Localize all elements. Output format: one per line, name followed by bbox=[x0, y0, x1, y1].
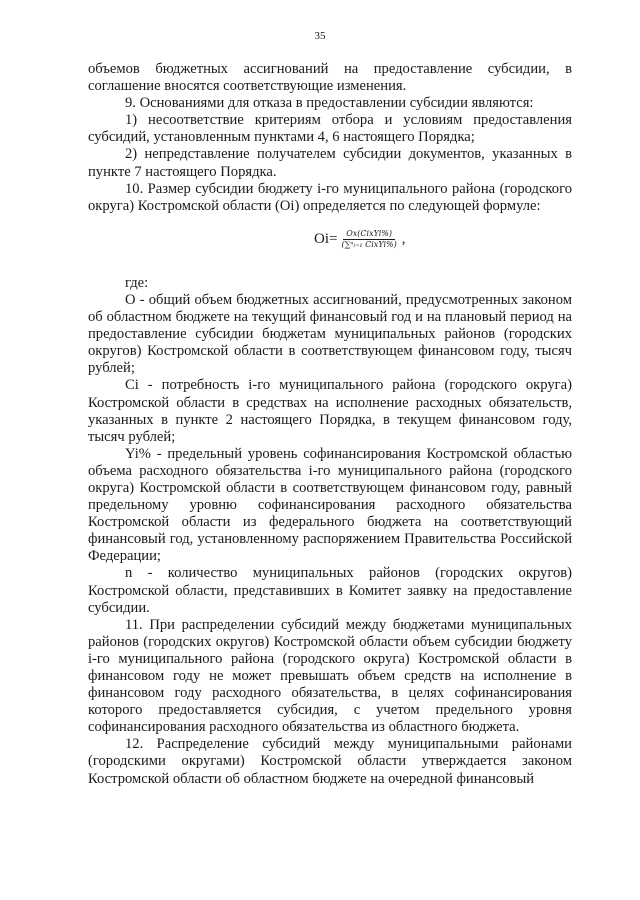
paragraph-clause-12: 12. Распределение субсидий между муниципальными районами (городскими округами) Костромской области утверждается законом Костромской области об областном бюджете на очередной финансовый bbox=[88, 736, 572, 787]
formula-trailing-comma: , bbox=[401, 230, 406, 247]
definition-ci: Ci - потребность i-го муниципального района (городского округа) Костромской области в средствах на исполнение расходных обязательств, указанных в пункте 2 настоящего Порядка, в текущем финансовом году, тысяч рублей; bbox=[88, 377, 572, 445]
paragraph-continuation: объемов бюджетных ассигнований на предоставление субсидии, в соглашение вносятся соответствующие изменения. bbox=[88, 61, 572, 95]
definitions-intro: где: bbox=[125, 274, 149, 291]
definition-n: n - количество муниципальных районов (городских округов) Костромской области, представивших в Комитет заявку на предоставление субсидии. bbox=[88, 565, 572, 616]
paragraph-clause-9: 9. Основаниями для отказа в предоставлении субсидии являются: bbox=[125, 95, 534, 112]
subsidy-formula bbox=[88, 217, 572, 275]
formula-denominator: (∑ⁿᵢ₌₁ CixYi%) bbox=[341, 239, 397, 249]
page-number: 35 bbox=[314, 30, 326, 42]
paragraph-clause-10: 10. Размер субсидии бюджету i-го муниципального района (городского округа) Костромской области (Oi) определяется по следующей формуле: bbox=[88, 180, 572, 214]
formula-lhs: Oi= bbox=[314, 230, 338, 247]
definition-o: O - общий объем бюджетных ассигнований, предусмотренных законом об областном бюджете на текущий финансовый год и на плановый период на предоставление субсидии бюджетам муниципальных районов (городских округов) Костромской области в соответствующем финансовом году, тысяч рублей; bbox=[88, 291, 572, 377]
paragraph-clause-9-item-1: 1) несоответствие критериям отбора и условиям предоставления субсидий, установленным пунктами 4, 6 настоящего Порядка; bbox=[88, 112, 572, 146]
paragraph-clause-11: 11. При распределении субсидий между бюджетами муниципальных районов (городских округов) Костромской области объем субсидии бюджету i-го муниципального района (городского округа) Костромской области в финансовом году не может превышать объем средств на исполнение в финансовом году расходного обязательства, в целях софинансирования которого предоставляется субсидия, с учетом предельного уровня софинансирования расходного обязательства из областного бюджета. bbox=[88, 616, 572, 736]
definition-yi: Yi% - предельный уровень софинансирования Костромской областью объема расходного обязательства i-го муниципального района (городского округа) Костромской области в соответствующем финансовом году, равный предельному уровню софинансирования расходного обязательства Костромской области из федерального бюджета на соответствующий финансовый год, установленному распоряжением Правительства Российской Федерации; bbox=[88, 445, 572, 565]
page-body bbox=[88, 61, 572, 788]
formula-numerator: Ox(CixYi%) bbox=[343, 229, 395, 240]
paragraph-clause-9-item-2: 2) непредставление получателем субсидии документов, указанных в пункте 7 настоящего Порядка. bbox=[88, 146, 572, 180]
formula-fraction bbox=[338, 229, 399, 250]
